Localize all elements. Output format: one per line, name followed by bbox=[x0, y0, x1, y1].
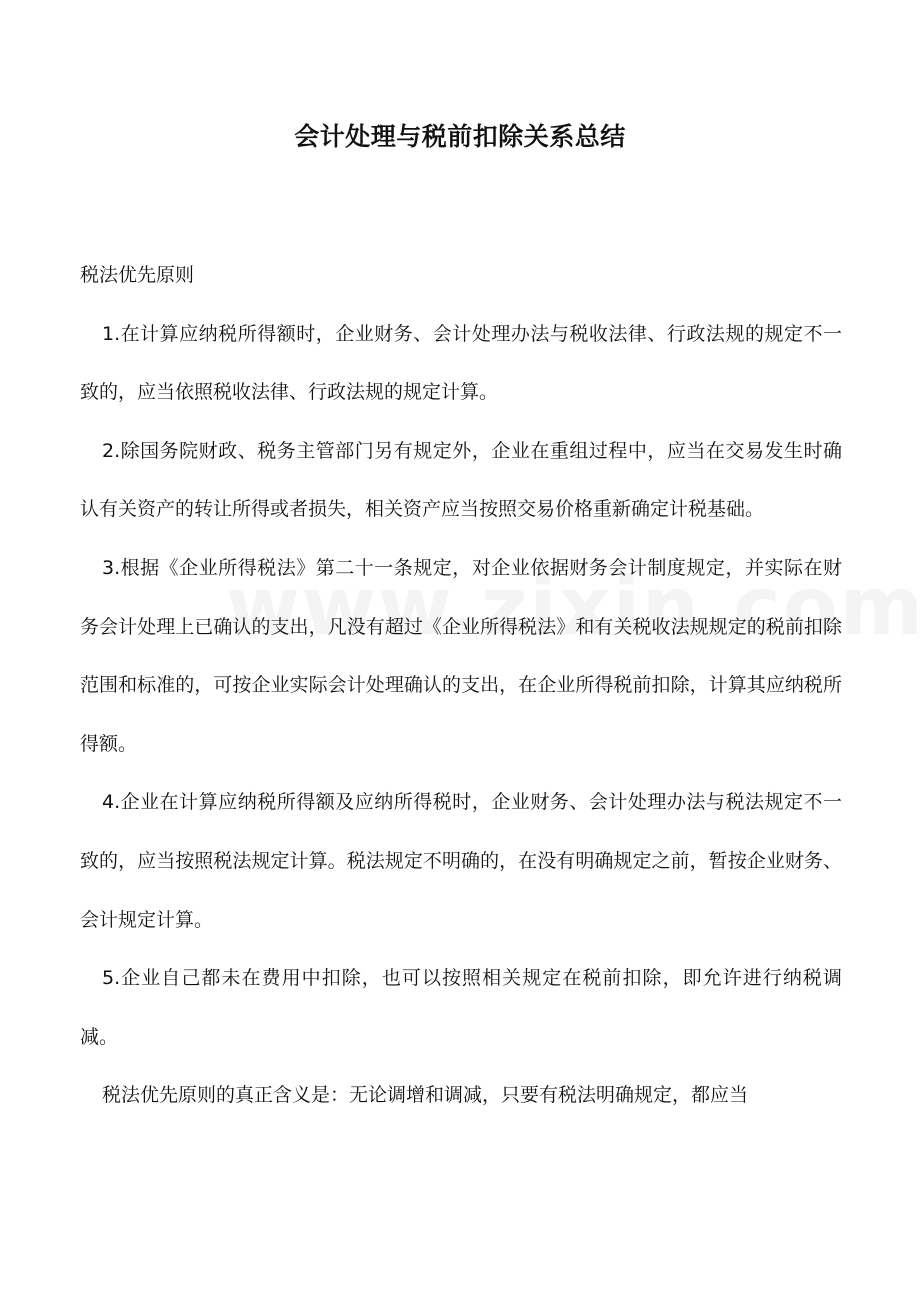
paragraph-summary: 税法优先原则的真正含义是：无论调增和调减，只要有税法明确规定，都应当 bbox=[102, 1084, 749, 1107]
paragraph-5: 5.企业自己都未在费用中扣除，也可以按照相关规定在税前扣除，即允许进行纳税调减。 bbox=[80, 967, 842, 1048]
section-heading: 税法优先原则 bbox=[80, 264, 195, 286]
document-body bbox=[80, 246, 842, 1125]
paragraph-1: 1.在计算应纳税所得额时，企业财务、会计处理办法与税收法律、行政法规的规定不一致的，应当依照税收法律、行政法规的规定计算。 bbox=[80, 322, 842, 404]
paragraph-3: 3.根据《企业所得税法》第二十一条规定，对企业依据财务会计制度规定，并实际在财务会计处理上已确认的支出，凡没有超过《企业所得税法》和有关税收法规规定的税前扣除范围和标准的，可按企业实际会计处理确认的支出，在企业所得税前扣除，计算其应纳税所得额。 bbox=[80, 556, 842, 755]
paragraph-4: 4.企业在计算应纳税所得额及应纳所得税时，企业财务、会计处理办法与税法规定不一致的，应当按照税法规定计算。税法规定不明确的，在没有明确规定之前，暂按企业财务、会计规定计算。 bbox=[80, 791, 842, 931]
page-title: 会计处理与税前扣除关系总结 bbox=[294, 122, 626, 151]
paragraph-2: 2.除国务院财政、税务主管部门另有规定外，企业在重组过程中，应当在交易发生时确认有关资产的转让所得或者损失，相关资产应当按照交易价格重新确定计税基础。 bbox=[80, 439, 842, 521]
